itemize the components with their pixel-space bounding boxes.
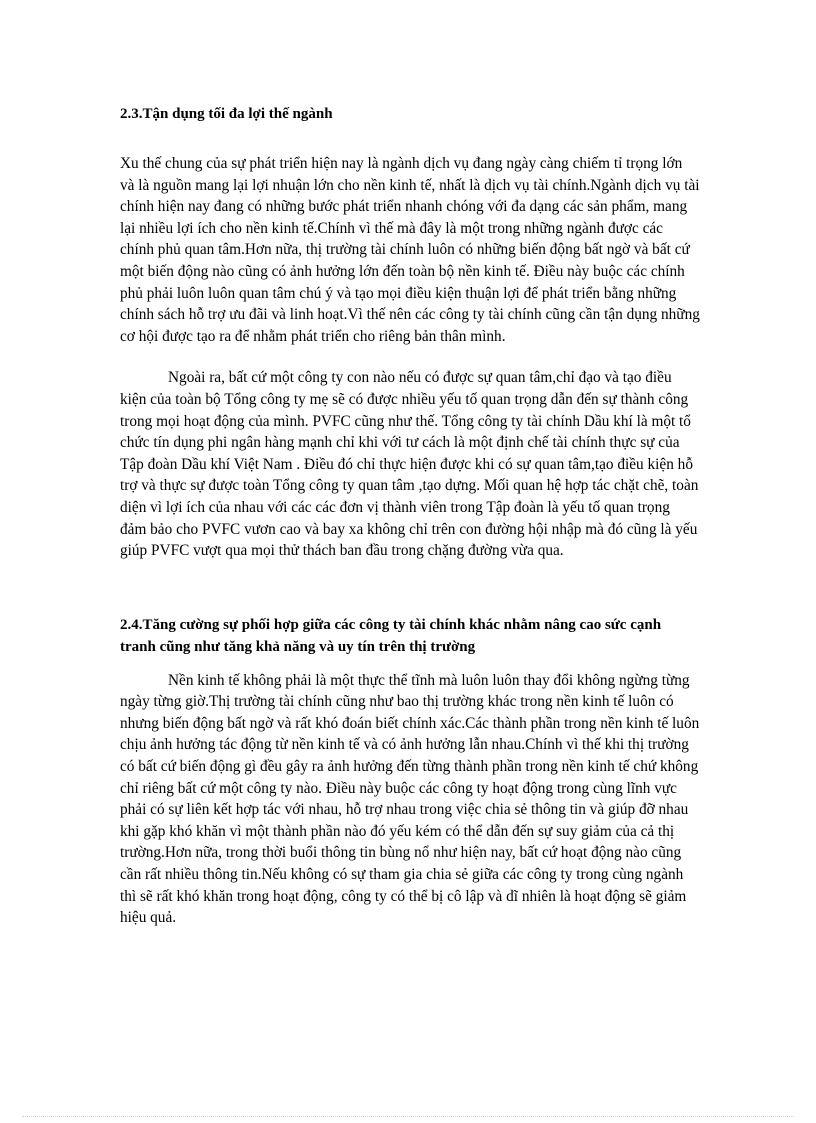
section-heading-2-3: 2.3.Tận dụng tối đa lợi thế ngành <box>120 106 333 122</box>
section-2-4-paragraph-1: Nền kinh tế không phải là một thực thể tĩnh mà luôn luôn thay đổi không ngừng từng ngày từng giờ.Thị trường tài chính cũng như bao thị trường khác trong nền kinh tế luôn có nhưng biến động bất ngờ và rất khó đoán biết chính xác.Các thành phần trong nền kinh tế luôn chịu ảnh hưởng tác động từ nền kinh tế và có ảnh hưởng lẫn nhau.Chính vì thế khi thị trường có bất cứ biến động gì đều gây ra ảnh hưởng đến từng thành phần trong nền kinh tế chứ không chỉ riêng bất cứ một công ty nào. Điều này buộc các công ty hoạt động trong cùng lĩnh vực phải có sự liên kết hợp tác với nhau, hỗ trợ nhau trong việc chia sẻ thông tin và giúp đỡ nhau khi gặp khó khăn vì một thành phần nào đó yếu kém có thể dẫn đến sự suy giảm của cả thị trường.Hơn nữa, trong thời buổi thông tin bùng nổ như hiện nay, bất cứ hoạt động nào cũng cần rất nhiều thông tin.Nếu không có sự tham gia chia sẻ giữa các công ty trong cùng ngành thì sẽ rất khó khăn trong hoạt động, công ty có thể bị cô lập và dĩ nhiên là hoạt động sẽ giảm hiệu quả. <box>120 671 700 927</box>
page-bottom-divider <box>22 1116 794 1117</box>
section-2-3-paragraph-1: Xu thế chung của sự phát triển hiện nay là ngành dịch vụ đang ngày càng chiếm tỉ trọng lớn và là nguồn mang lại lợi nhuận lớn cho nền kinh tế, nhất là dịch vụ tài chính.Ngành dịch vụ tài chính hiện nay đang có những bước phát triển nhanh chóng với đa dạng các sản phẩm, mang lại nhiều lợi ích cho nền kinh tế.Chính vì thế mà đây là một trong những ngành được các chính phủ quan tâm.Hơn nữa, thị trường tài chính luôn có những biến động bất ngờ và bất cứ một biến động nào cũng có ảnh hưởng lớn đến toàn bộ nền kinh tế. Điều này buộc các chính phủ phải luôn luôn quan tâm chú ý và tạo mọi điều kiện thuận lợi để phát triển bằng những chính sách hỗ trợ ưu đãi và linh hoạt.Vì thế nên các công ty tài chính cũng cần tận dụng những cơ hội được tạo ra để nhằm phát triển cho riêng bản thân mình. <box>120 155 700 345</box>
section-heading-2-4: 2.4.Tăng cường sự phối hợp giữa các công ty tài chính khác nhằm nâng cao sức cạnh tranh cũng như tăng khả năng và uy tín trên thị trường <box>120 616 662 655</box>
section-2-3-paragraph-2: Ngoài ra, bất cứ một công ty con nào nếu có được sự quan tâm,chỉ đạo và tạo điều kiện của toàn bộ Tổng công ty mẹ sẽ có được nhiều yếu tố quan trọng dẫn đến sự thành công trong mọi hoạt động của mình. PVFC cũng như thế. Tổng công ty tài chính Dầu khí là một tổ chức tín dụng phi ngân hàng mạnh chỉ khi với tư cách là một định chế tài chính thực sự của Tập đoàn Dầu khí Việt Nam . Điều đó chỉ thực hiện được khi có sự quan tâm,tạo điều kiện hỗ trợ và thực sự được toàn Tổng công ty quan tâm ,tạo dựng. Mối quan hệ hợp tác chặt chẽ, toàn diện vì lợi ích của nhau với các các đơn vị thành viên trong Tập đoàn là yếu tố quan trọng đảm bảo cho PVFC vươn cao và bay xa không chỉ trên con đường hội nhập mà đó cũng là yếu giúp PVFC vượt qua mọi thử thách ban đầu trong chặng đường vừa qua. <box>120 369 699 560</box>
document-body <box>120 100 700 929</box>
